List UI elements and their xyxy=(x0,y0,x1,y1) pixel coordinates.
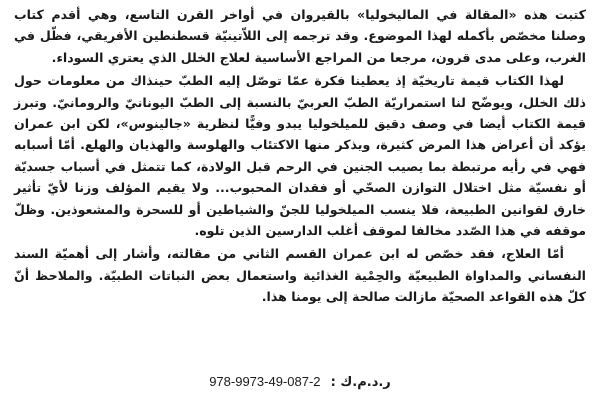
book-description xyxy=(14,4,586,310)
paragraph-treatment: أمّا العلاج، فقد خصّص له ابن عمران القسم الثاني من مقالته، وأشار إلى أهميّة السند النفساني والمداواة الطبيعيّة والحِمْية الغذائية واستعمال بعض النباتات الطبيّة. والملاحظ أنّ كلّ هذه القواعد الصحيّة مازالت صالحة إلى يومنا هذا. xyxy=(14,246,586,305)
isbn-line xyxy=(14,372,586,393)
isbn-number: 978-9973-49-087-2 xyxy=(209,374,321,389)
isbn-label: ر.د.م.ك : xyxy=(330,375,391,390)
paragraph-intro: كتبت هذه «المقالة في الماليخوليا» بالقيروان في أواخر القرن التاسع، وهي أقدم كتاب وصلنا مخصّص بأكمله لهذا الموضوع. وقد ترجمه إلى اللاّتينيّة قسطنطين الأفريقي، فظّل في الغرب، وعلى مدى قرون، مرجعا من المراجع الأساسية لعلاج الخلل الذي يعتري السوداء. xyxy=(14,7,586,65)
paragraph-historical-value: لهذا الكتاب قيمة تاريخيّة إذ يعطينا فكرة عمّا توصّل إليه الطبّ حينذاك من معلومات حول ذلك الخلل، ويوضّح لنا استمراريّة الطبّ العربيّ بالنسبة إلى الطبّ اليونانيّ والرومانيّ. وتبرز قيمة الكتاب أيضا في وصف دقيق للميلخوليا يبدو وفيًّا لنظرية «جالينوس»، لكن ابن عمران يؤكد أن أعراض هذا المرض كثيرة، ويذكر منها الاكتئاب والهلوسة والهذيان والهلع. أمّا أسبابه فهي في رأيه مرتبطة بما يصيب الجنين في الرحم قبل الولادة، كما تتمثل في أسباب جسديّة أو نفسيّة مثل اختلال التوازن الصحّي أو فقدان المحبوب... ولا يقيم المؤلف وزنا لأيّ تأثير خارق لقوانين الطبيعة، فلا ينسب الميلخوليا للجنّ والشياطين أو للسحرة والمشعوذين. وظلّ موقفه في هذا الصّدد مخالفا لموقف أغلب الدارسين الذين تلوه. xyxy=(14,73,586,239)
